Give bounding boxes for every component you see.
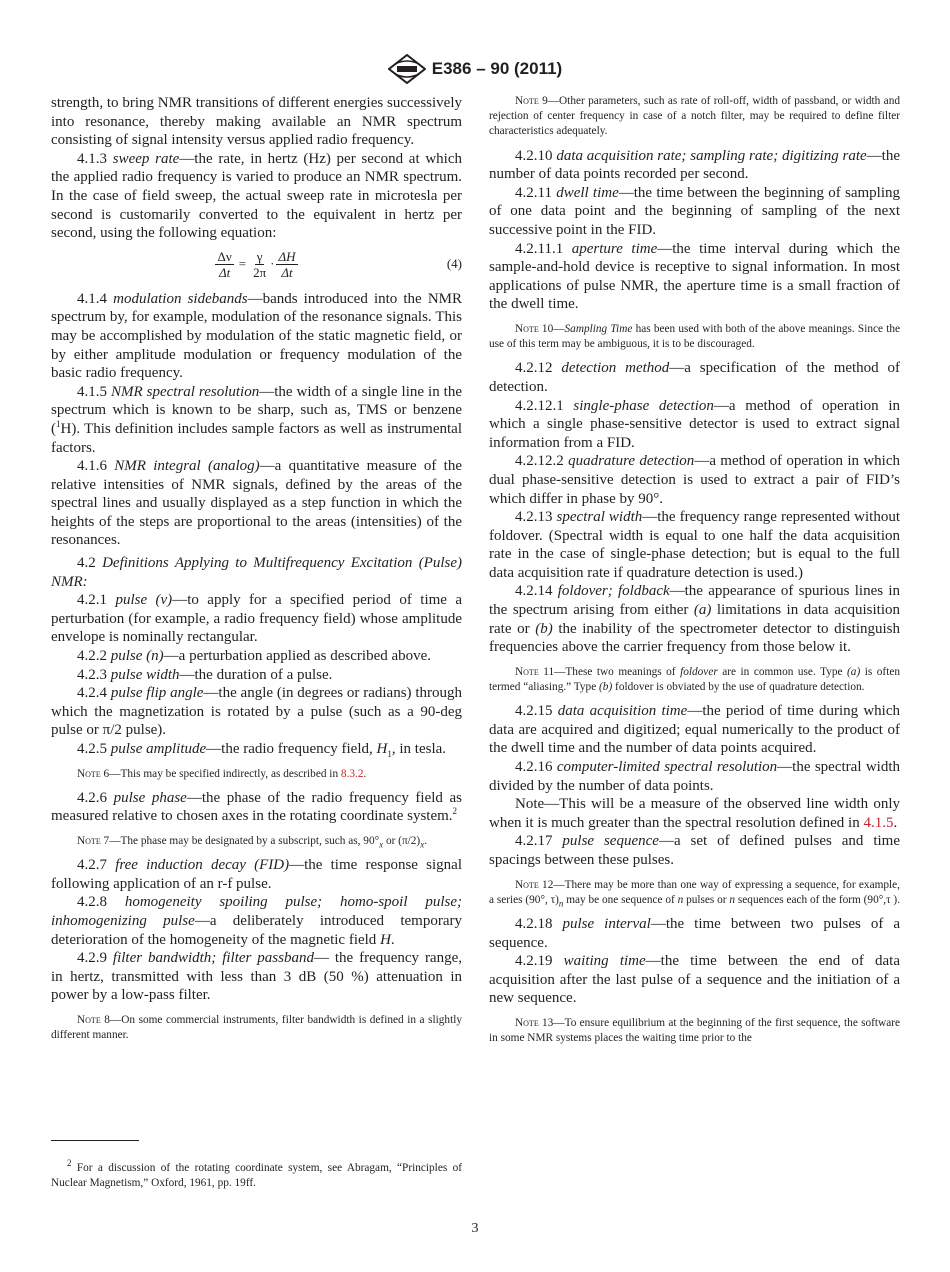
section-4-2-2: 4.2.2 pulse (n)—a perturbation applied as described above. — [77, 648, 432, 665]
note-9: Note 9—Other parameters, such as rate of roll-off, width of passband, or width and rejection of center frequency in case of a notch filter, may be required to define filter characteristics adequately. — [489, 95, 900, 138]
note-8: Note 8—On some commercial instruments, filter bandwidth is defined in a slightly different manner. — [51, 1013, 462, 1042]
right-column — [489, 94, 900, 1053]
link-8-3-2[interactable]: 8.3.2 — [340, 767, 364, 780]
note-10: Note 10—Sampling Time has been used with both of the above meanings. Since the use of this term may be ambiguous, it is to be discouraged. — [489, 322, 901, 351]
section-4-2-9: 4.2.9 filter bandwidth; filter passband— the frequency range, in hertz, transmitted with less than 3 dB (50 %) attenuation in power by a low-pass filter. — [51, 950, 463, 1004]
section-4-1-4: 4.1.4 modulation sidebands—bands introduced into the NMR spectrum by, for example, modulation of the resonance signals. This may be accomplished by modulation of the static magnetic field, or by either amplitude modulation or frequency modulation of the basic radio frequency. — [51, 290, 463, 382]
footnote-divider — [51, 1140, 139, 1141]
section-4-1-6: 4.1.6 NMR integral (analog)—a quantitative measure of the relative intensities of NMR signals, defined by the areas of the spectral lines and usually displayed as a step function in which the heights of the steps are proportional to the areas (intensities) of the resonances. — [51, 458, 463, 549]
intro-paragraph: strength, to bring NMR transitions of different energies successively into resonance, thereby making available an NMR spectrum consisting of signal intensity versus applied radio frequency. — [51, 95, 462, 149]
section-4-2-14: 4.2.14 foldover; foldback—the appearance of spurious lines in the spectrum arising from either (a) limitations in data acquisition rate or (b) the inability of the spectrometer detector to distinguish frequencies above the carrier frequency from those below it. — [489, 583, 901, 656]
section-4-2-11: 4.2.11 dwell time—the time between the beginning of sampling of one data point and the beginning of sampling of the next successive point in the FID. — [489, 184, 900, 238]
note-7: Note 7—The phase may be designated by a subscript, such as, $90^\circ_x$ or $(\pi/2)_x$. — [77, 834, 428, 850]
section-4-2-10: 4.2.10 data acquisition rate; sampling rate; digitizing rate—the number of data points recorded per second. — [489, 147, 900, 183]
section-4-2-8: 4.2.8 homogeneity spoiling pulse; homo-spoil pulse; inhomogenizing pulse—a deliberately introduced temporary deterioration of the homogeneity of the magnetic field H. — [51, 894, 463, 948]
section-4-2-5: 4.2.5 pulse amplitude—the radio frequency field, $H_1$, in tesla. — [77, 741, 447, 759]
note-resolution: Note—This will be a measure of the observed line width only when it is much greater than the spectral resolution defined in 4.1.5. — [489, 796, 900, 831]
section-4-1-5: 4.1.5 NMR spectral resolution—the width of a single line in the spectrum which is known to be sharp, such as, TMS or benzene ($^1$H). This definition includes sample factors as well as instrumental factors. — [51, 383, 462, 456]
standard-title: E386 – 90 (2011) — [431, 59, 563, 78]
footnote-2: $^2$ For a discussion of the rotating coordinate system, see Abragam, “Principles of Nuclear Magnetism,” Oxford, 1961, pp. 19ff. — [51, 1158, 462, 1189]
note-13: Note 13—To ensure equilibrium at the beginning of the first sequence, the software in some NMR systems places the waiting time prior to the — [489, 1016, 900, 1045]
note-12: Note 12—There may be more than one way of expressing a sequence, for example, a series (90°, $\tau)_n$ may be one sequence of n pulses or n sequences each of the form (90°,τ ). — [489, 878, 901, 909]
equation-number: (4) — [446, 255, 462, 271]
page-header — [0, 54, 950, 89]
section-4-1-3: 4.1.3 sweep rate—the rate, in hertz (Hz) per second at which the applied radio frequency is varied to produce an NMR spectrum. In the case of field sweep, the actual sweep rate in microtesla per second is customarily converted to the equivalent in hertz per second, using the following equation: — [51, 150, 463, 242]
footnote-ref-2: 2 — [452, 806, 458, 817]
section-4-2-3: 4.2.3 pulse width—the duration of a pulse. — [77, 666, 333, 683]
section-4-2-12-1: 4.2.12.1 single-phase detection—a method of operation in which a single phase-sensitive detector is used to extract signal information from a FID. — [489, 397, 901, 451]
left-column — [51, 94, 462, 1050]
section-4-2-7: 4.2.7 free induction decay (FID)—the time response signal following application of an r-f pulse. — [51, 857, 462, 892]
page-number: 3 — [471, 1221, 479, 1236]
section-4-2-18: 4.2.18 pulse interval—the time between two pulses of a sequence. — [489, 916, 900, 951]
section-4-2-11-1: 4.2.11.1 aperture time—the time interval during which the sample-and-hold device is receptive to signal information. In most applications of pulse NMR, the aperture time is a small fraction of the dwell time. — [489, 240, 900, 313]
note-11: Note 11—These two meanings of foldover are in common use. Type (a) is often termed “aliasing.” Type (b) foldover is obviated by the use of quadrature detection. — [489, 665, 900, 694]
section-4-2-17: 4.2.17 pulse sequence—a set of defined pulses and time spacings between these pulses. — [489, 833, 900, 869]
astm-logo-icon — [388, 54, 426, 84]
section-4-2-16: 4.2.16 computer-limited spectral resolution—the spectral width divided by the number of data points. — [489, 759, 900, 794]
link-4-1-5[interactable]: 4.1.5 — [863, 814, 894, 831]
section-4-2-heading: 4.2 Definitions Applying to Multifrequency Excitation (Pulse) NMR: — [51, 555, 463, 590]
equation-4: $\frac{\Delta\nu}{\Delta t}$ = $\frac{\gamma}{2\pi}$ · $\frac{\Delta H}{\Delta t}$ (4) — [217, 248, 462, 280]
section-4-2-6: 4.2.6 pulse phase—the phase of the radio frequency field as measured relative to chosen axes in the rotating coordinate system.$^2$ — [51, 789, 462, 825]
section-4-2-13: 4.2.13 spectral width—the frequency range represented without foldover. (Spectral width is equal to one half the data acquisition rate in the case of single-phase detection; but is equal to the full data acquisition rate if quadrature detection is used.) — [489, 509, 901, 581]
section-4-2-19: 4.2.19 waiting time—the time between the end of data acquisition after the last pulse of a sequence and the initiation of a new sequence. — [489, 953, 901, 1007]
section-4-2-4: 4.2.4 pulse flip angle—the angle (in degrees or radians) through which the magnetization is rotated by a pulse (such as a 90-deg pulse or π/2 pulse). — [51, 685, 462, 739]
section-4-2-12-2: 4.2.12.2 quadrature detection—a method of operation in which dual phase-sensitive detection is used to extract a pair of FID’s which differ in phase by 90°. — [489, 453, 901, 507]
note-6: Note 6—This may be specified indirectly, as described in 8.3.2. — [77, 767, 367, 780]
section-4-2-1: 4.2.1 pulse (v)—to apply for a specified period of time a perturbation (for example, a radio frequency field) whose amplitude envelope is nominally rectangular. — [51, 592, 463, 646]
section-4-2-12: 4.2.12 detection method—a specification of the method of detection. — [489, 360, 901, 395]
section-4-2-15: 4.2.15 data acquisition time—the period of time during which data are acquired and digitized; equal numerically to the product of the dwell time and the number of data points acquired. — [489, 703, 900, 757]
